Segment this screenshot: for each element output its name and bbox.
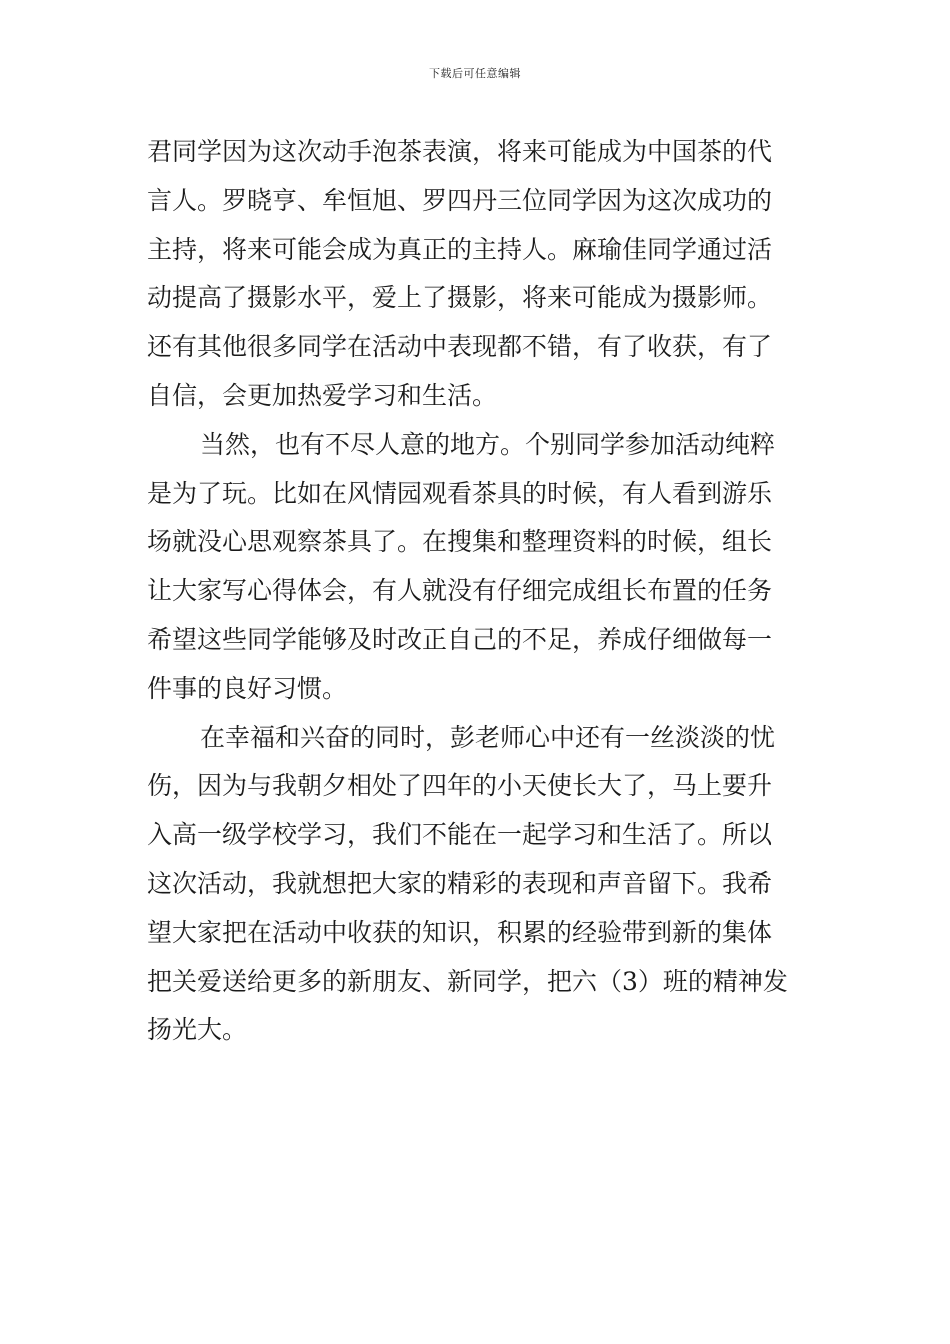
page-header: 下载后可任意编辑 bbox=[429, 67, 521, 80]
paragraph-3-line-3: 入高一级学校学习，我们不能在一起学习和生活了。所以 bbox=[147, 820, 773, 850]
paragraph-3-line-4: 这次活动，我就想把大家的精彩的表现和声音留下。我希 bbox=[147, 868, 773, 898]
paragraph-1-line-1: 君同学因为这次动手泡茶表演，将来可能成为中国茶的代 bbox=[147, 137, 773, 166]
paragraph-1-line-4: 动提高了摄影水平，爱上了摄影，将来可能成为摄影师。 bbox=[147, 283, 773, 313]
paragraph-3-line-2: 伤，因为与我朝夕相处了四年的小天使长大了，马上要升 bbox=[147, 771, 773, 801]
paragraph-2-line-1: 当然，也有不尽人意的地方。个别同学参加活动纯粹 bbox=[200, 429, 776, 459]
paragraph-3-line-5: 望大家把在活动中收获的知识，积累的经验带到新的集体 bbox=[147, 917, 773, 947]
document-body bbox=[147, 128, 827, 1055]
paragraph-2-line-3: 场就没心思观察茶具了。在搜集和整理资料的时候，组长 bbox=[147, 527, 773, 557]
paragraph-2-line-5: 希望这些同学能够及时改正自己的不足，养成仔细做每一 bbox=[147, 624, 773, 654]
paragraph-1-line-2: 言人。罗晓亨、牟恒旭、罗四丹三位同学因为这次成功的 bbox=[147, 185, 773, 215]
paragraph-1-line-6: 自信，会更加热爱学习和生活。 bbox=[147, 380, 498, 410]
paragraph-2-line-4: 让大家写心得体会，有人就没有仔细完成组长布置的任务 bbox=[147, 576, 773, 606]
paragraph-1-line-3: 主持，将来可能会成为真正的主持人。麻瑜佳同学通过活 bbox=[147, 234, 773, 264]
paragraph-2-line-6: 件事的良好习惯。 bbox=[147, 673, 348, 703]
paragraph-2-line-2: 是为了玩。比如在风情园观看茶具的时候，有人看到游乐 bbox=[147, 478, 773, 508]
paragraph-3-line-6: 把关爱送给更多的新朋友、新同学，把六（3）班的精神发 bbox=[147, 966, 788, 996]
paragraph-3-line-7: 扬光大。 bbox=[147, 1015, 248, 1045]
paragraph-3-line-1: 在幸福和兴奋的同时，彭老师心中还有一丝淡淡的忧 bbox=[200, 722, 776, 752]
paragraph-1-line-5: 还有其他很多同学在活动中表现都不错，有了收获，有了 bbox=[147, 332, 773, 362]
